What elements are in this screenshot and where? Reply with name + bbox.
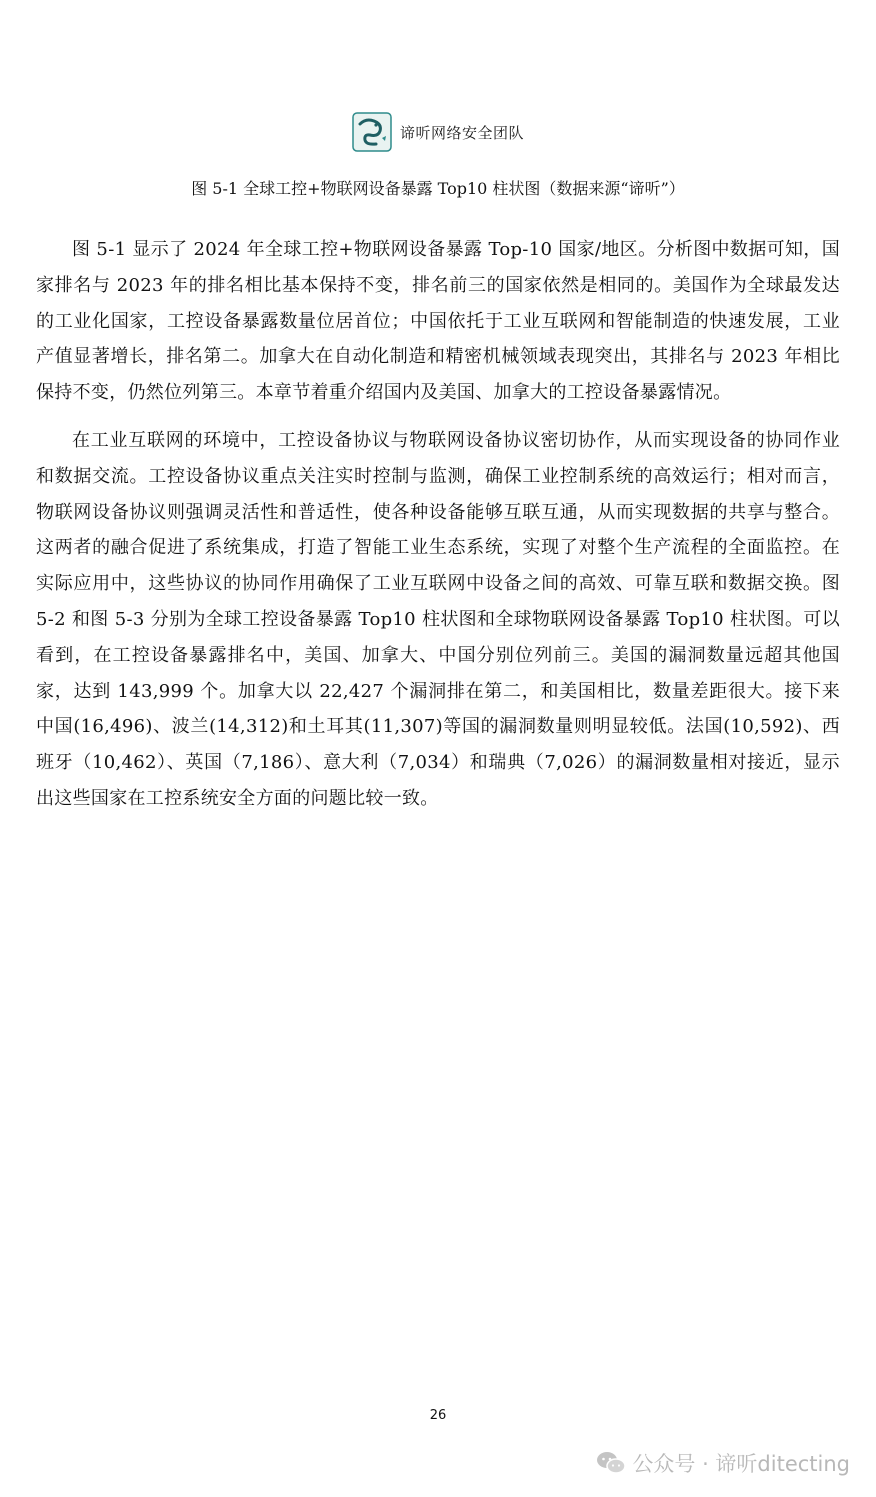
team-name: 谛听网络安全团队 bbox=[399, 123, 524, 142]
article-body bbox=[36, 232, 840, 829]
page-number: 26 bbox=[429, 1408, 447, 1423]
figure-caption: 图 5-1 全球工控+物联网设备暴露 Top10 柱状图（数据来源“谛听”） bbox=[191, 179, 685, 198]
watermark-text: 公众号 · 谛听ditecting bbox=[632, 1452, 850, 1476]
dragon-logo-icon bbox=[352, 112, 392, 152]
wechat-watermark bbox=[596, 1446, 850, 1480]
paragraph-2: 在工业互联网的环境中，工控设备协议与物联网设备协议密切协作，从而实现设备的协同作业和数据交流。工控设备协议重点关注实时控制与监测，确保工业控制系统的高效运行；相对而言，物联网设备协议则强调灵活性和普适性，使各种设备能够互联互通，从而实现数据的共享与整合。这两者的融合促进了系统集成，打造了智能工业生态系统，实现了对整个生产流程的全面监控。在实际应用中，这些协议的协同作用确保了工业互联网中设备之间的高效、可靠互联和数据交换。图 5-2 和图 5-3 分别为全球工控设备暴露 Top10 柱状图和全球物联网设备暴露 Top10 柱状图。可以看到，在工控设备暴露排名中，美国、加拿大、中国分别位列前三。美国的漏洞数量远超其他国家，达到 143,999 个。加拿大以 22,427 个漏洞排在第二，和美国相比，数量差距很大。接下来中国(16,496)、波兰(14,312)和土耳其(11,307)等国的漏洞数量则明显较低。法国(10,592)、西班牙（10,462）、英国（7,186）、意大利（7,034）和瑞典（7,026）的漏洞数量相对接近，显示出这些国家在工控系统安全方面的问题比较一致。 bbox=[36, 429, 840, 809]
paragraph-1: 图 5-1 显示了 2024 年全球工控+物联网设备暴露 Top-10 国家/地区。分析图中数据可知，国家排名与 2023 年的排名相比基本保持不变，排名前三的国家依然是相同的。美国作为全球最发达的工业化国家，工控设备暴露数量位居首位；中国依托于工业互联网和智能制造的快速发展，工业产值显著增长，排名第二。加拿大在自动化制造和精密机械领域表现突出，其排名与 2023 年相比保持不变，仍然位列第三。本章节着重介绍国内及美国、加拿大的工控设备暴露情况。 bbox=[36, 239, 840, 404]
wechat-icon bbox=[596, 1450, 626, 1476]
header-logo bbox=[0, 110, 876, 154]
